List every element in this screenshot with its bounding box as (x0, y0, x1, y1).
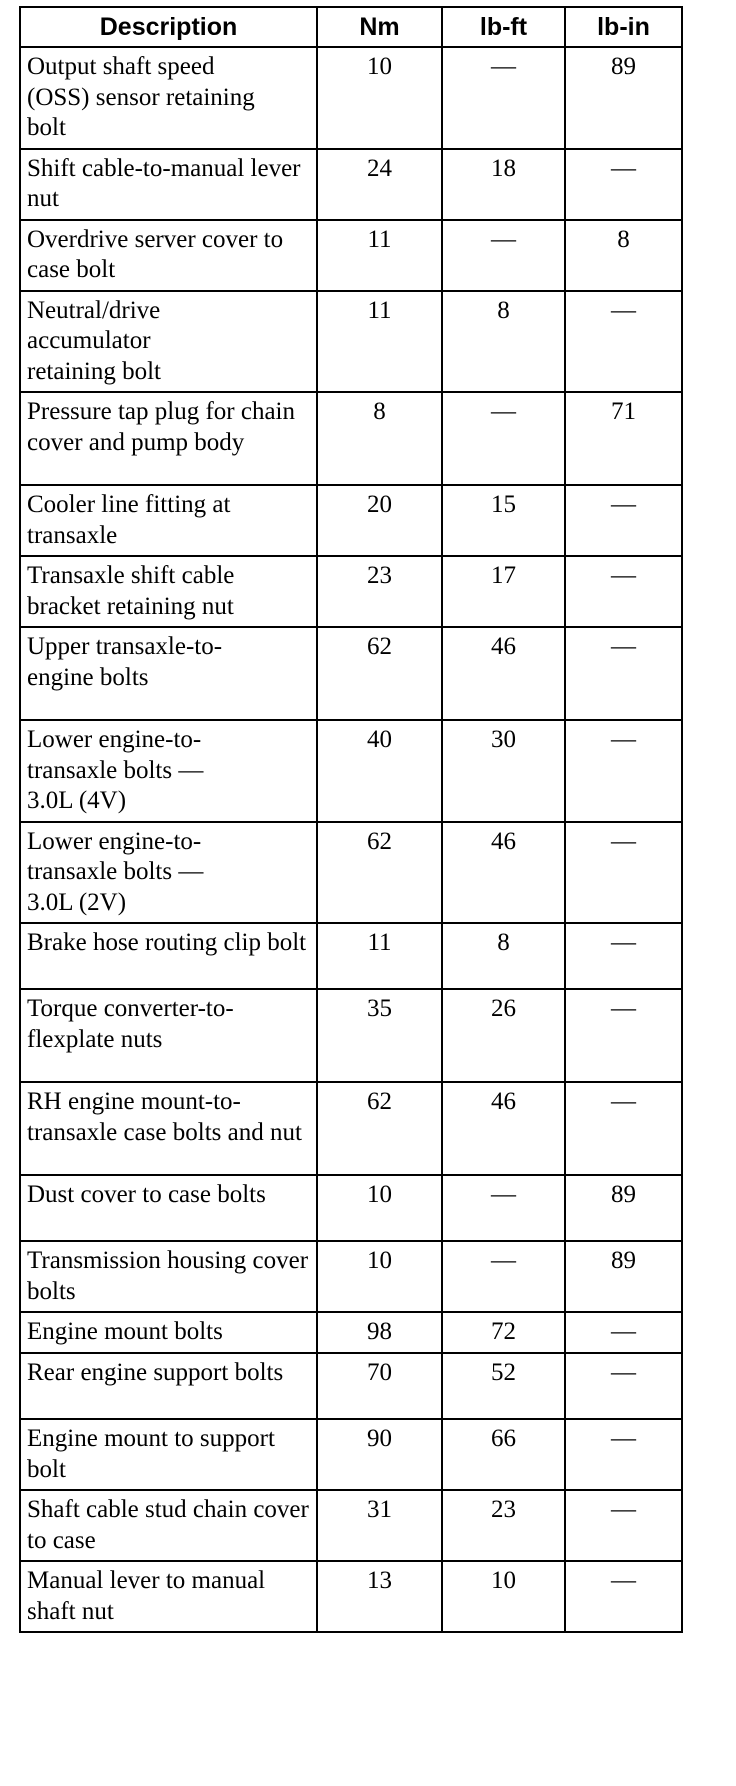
cell-lb-in: — (565, 1490, 682, 1561)
cell-lb-ft: 10 (442, 1561, 565, 1632)
header-row (20, 7, 682, 47)
cell-description: Brake hose routing clip bolt (20, 923, 317, 989)
cell-lb-ft: — (442, 392, 565, 485)
cell-nm: 31 (317, 1490, 442, 1561)
table-row (20, 149, 682, 220)
cell-description: Lower engine-to-transaxle bolts — 3.0L (2V) (20, 822, 317, 924)
cell-description: Manual lever to manual shaft nut (20, 1561, 317, 1632)
cell-nm: 23 (317, 556, 442, 627)
cell-lb-in: — (565, 822, 682, 924)
cell-nm: 11 (317, 923, 442, 989)
header-nm: Nm (317, 7, 442, 47)
cell-lb-in: 89 (565, 1175, 682, 1241)
cell-lb-in: — (565, 720, 682, 822)
cell-nm: 98 (317, 1312, 442, 1353)
cell-nm: 35 (317, 989, 442, 1082)
cell-lb-in: 89 (565, 1241, 682, 1312)
cell-nm: 10 (317, 47, 442, 149)
cell-lb-ft: 18 (442, 149, 565, 220)
cell-lb-in: — (565, 1312, 682, 1353)
cell-description: Neutral/drive accumulator retaining bolt (20, 291, 317, 393)
header-description: Description (20, 7, 317, 47)
cell-nm: 10 (317, 1175, 442, 1241)
table-row (20, 1419, 682, 1490)
cell-description: Transmission housing cover bolts (20, 1241, 317, 1312)
cell-lb-in: — (565, 989, 682, 1082)
cell-description: Dust cover to case bolts (20, 1175, 317, 1241)
cell-lb-ft: 15 (442, 485, 565, 556)
table-row (20, 923, 682, 989)
cell-nm: 70 (317, 1353, 442, 1419)
cell-lb-in: 71 (565, 392, 682, 485)
table-row (20, 1082, 682, 1175)
cell-nm: 40 (317, 720, 442, 822)
cell-description: Rear engine support bolts (20, 1353, 317, 1419)
cell-description: Output shaft speed (OSS) sensor retaining bolt (20, 47, 317, 149)
table-row (20, 1490, 682, 1561)
cell-nm: 62 (317, 822, 442, 924)
table-row (20, 556, 682, 627)
cell-description: Cooler line fitting at transaxle (20, 485, 317, 556)
cell-nm: 8 (317, 392, 442, 485)
cell-lb-ft: 46 (442, 627, 565, 720)
cell-nm: 24 (317, 149, 442, 220)
cell-lb-in: — (565, 1353, 682, 1419)
header-lb-in: lb-in (565, 7, 682, 47)
cell-lb-ft: 52 (442, 1353, 565, 1419)
cell-lb-in: — (565, 291, 682, 393)
cell-lb-in: — (565, 1419, 682, 1490)
cell-lb-ft: 66 (442, 1419, 565, 1490)
cell-nm: 11 (317, 291, 442, 393)
table-row (20, 220, 682, 291)
cell-lb-ft: 72 (442, 1312, 565, 1353)
table-row (20, 1561, 682, 1632)
cell-lb-ft: — (442, 1175, 565, 1241)
table-row (20, 989, 682, 1082)
cell-description: Shaft cable stud chain cover to case (20, 1490, 317, 1561)
cell-lb-in: — (565, 1561, 682, 1632)
cell-description: Torque converter-to-flexplate nuts (20, 989, 317, 1082)
cell-nm: 20 (317, 485, 442, 556)
torque-spec-table (19, 6, 683, 1633)
cell-nm: 62 (317, 627, 442, 720)
table-row (20, 822, 682, 924)
cell-lb-ft: — (442, 220, 565, 291)
table-row (20, 1241, 682, 1312)
cell-lb-in: — (565, 556, 682, 627)
table-row (20, 1353, 682, 1419)
cell-lb-in: — (565, 485, 682, 556)
cell-lb-in: — (565, 149, 682, 220)
cell-description: Lower engine-to-transaxle bolts — 3.0L (4V) (20, 720, 317, 822)
cell-lb-in: 8 (565, 220, 682, 291)
cell-description: Engine mount bolts (20, 1312, 317, 1353)
cell-lb-in: 89 (565, 47, 682, 149)
cell-lb-ft: 23 (442, 1490, 565, 1561)
cell-nm: 10 (317, 1241, 442, 1312)
table-row (20, 720, 682, 822)
cell-nm: 62 (317, 1082, 442, 1175)
cell-description: Shift cable-to-manual lever nut (20, 149, 317, 220)
cell-lb-ft: 46 (442, 822, 565, 924)
cell-lb-ft: 8 (442, 923, 565, 989)
table-row (20, 392, 682, 485)
cell-lb-in: — (565, 627, 682, 720)
cell-description: Engine mount to support bolt (20, 1419, 317, 1490)
table-row (20, 1312, 682, 1353)
cell-lb-in: — (565, 1082, 682, 1175)
cell-lb-ft: — (442, 1241, 565, 1312)
cell-description: Overdrive server cover to case bolt (20, 220, 317, 291)
cell-nm: 13 (317, 1561, 442, 1632)
cell-description: Pressure tap plug for chain cover and pump body (20, 392, 317, 485)
cell-lb-ft: 17 (442, 556, 565, 627)
cell-nm: 11 (317, 220, 442, 291)
cell-lb-ft: 30 (442, 720, 565, 822)
cell-lb-ft: — (442, 47, 565, 149)
table-row (20, 485, 682, 556)
cell-description: Transaxle shift cable bracket retaining nut (20, 556, 317, 627)
header-lb-ft: lb-ft (442, 7, 565, 47)
cell-nm: 90 (317, 1419, 442, 1490)
table-row (20, 627, 682, 720)
cell-lb-ft: 26 (442, 989, 565, 1082)
cell-description: Upper transaxle-to-engine bolts (20, 627, 317, 720)
cell-lb-ft: 8 (442, 291, 565, 393)
table-row (20, 291, 682, 393)
cell-description: RH engine mount-to-transaxle case bolts and nut (20, 1082, 317, 1175)
cell-lb-ft: 46 (442, 1082, 565, 1175)
table-row (20, 1175, 682, 1241)
table-row (20, 47, 682, 149)
cell-lb-in: — (565, 923, 682, 989)
